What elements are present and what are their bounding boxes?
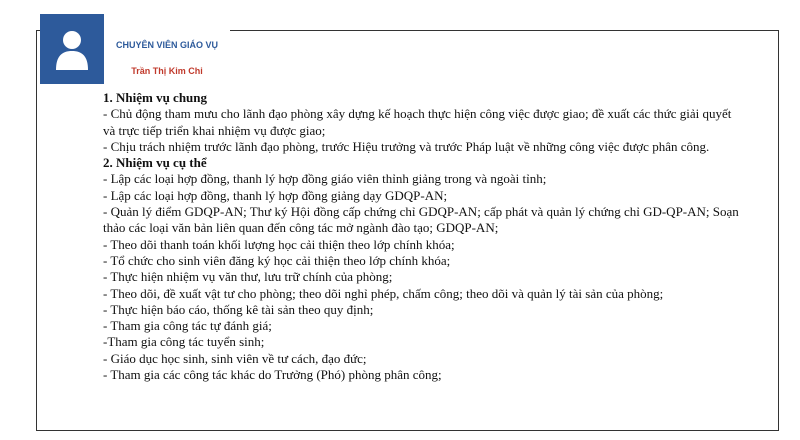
section-2-item: - Tham gia các công tác khác do Trưởng (Phó) phòng phân công; [103, 367, 442, 383]
section-1-item: - Chủ động tham mưu cho lãnh đạo phòng xây dựng kế hoạch thực hiện công việc được giao; đề xuất các thức giải quyết và trực tiếp triển khai nhiệm vụ được giao; [103, 106, 732, 138]
section-2-item: - Thực hiện báo cáo, thống kê tài sản theo quy định; [103, 301, 374, 317]
section-2-item: - Tổ chức cho sinh viên đăng ký học cải thiện theo lớp chính khóa; [103, 252, 451, 268]
duties-content [103, 90, 743, 383]
section-2-item: - Theo dõi, đề xuất vật tư cho phòng; theo dõi nghỉ phép, chấm công; theo dõi và quản lý tài sản của phòng; [103, 285, 664, 301]
staff-header-card [40, 14, 230, 84]
section-2-item: - Lập các loại hợp đồng, thanh lý hợp đồng giáo viên thỉnh giảng trong và ngoài tỉnh; [103, 171, 547, 187]
section-2-item: - Giáo dục học sinh, sinh viên về tư cách, đạo đức; [103, 350, 367, 366]
section-2-item: - Thực hiện nhiệm vụ văn thư, lưu trữ chính của phòng; [103, 269, 393, 285]
section-2-item: - Theo dõi thanh toán khối lượng học cải thiện theo lớp chính khóa; [103, 236, 455, 252]
section-2-item: -Tham gia công tác tuyển sinh; [103, 334, 265, 350]
staff-name: Trần Thị Kim Chi [131, 66, 203, 76]
section-1-item: - Chịu trách nhiệm trước lãnh đạo phòng, trước Hiệu trưởng và trước Pháp luật về những công việc được phân công. [103, 138, 710, 154]
section-2-item: - Lập các loại hợp đồng, thanh lý hợp đồng giảng dạy GDQP-AN; [103, 187, 448, 203]
person-silhouette-icon [54, 28, 90, 70]
staff-role: CHUYÊN VIÊN GIÁO VỤ [115, 40, 218, 50]
avatar [40, 14, 104, 84]
section-2-item: - Quản lý điểm GDQP-AN; Thư ký Hội đồng cấp chứng chỉ GDQP-AN; cấp phát và quản lý chứng chỉ GD-QP-AN; Soạn thảo các loại văn bản liên quan đến công tác mở ngành đào tạo; GDQP-AN; [103, 204, 739, 236]
section-2-title: 2. Nhiệm vụ cụ thể [103, 155, 207, 171]
section-2-item: - Tham gia công tác tự đánh giá; [103, 318, 272, 334]
section-1-title: 1. Nhiệm vụ chung [103, 90, 208, 105]
